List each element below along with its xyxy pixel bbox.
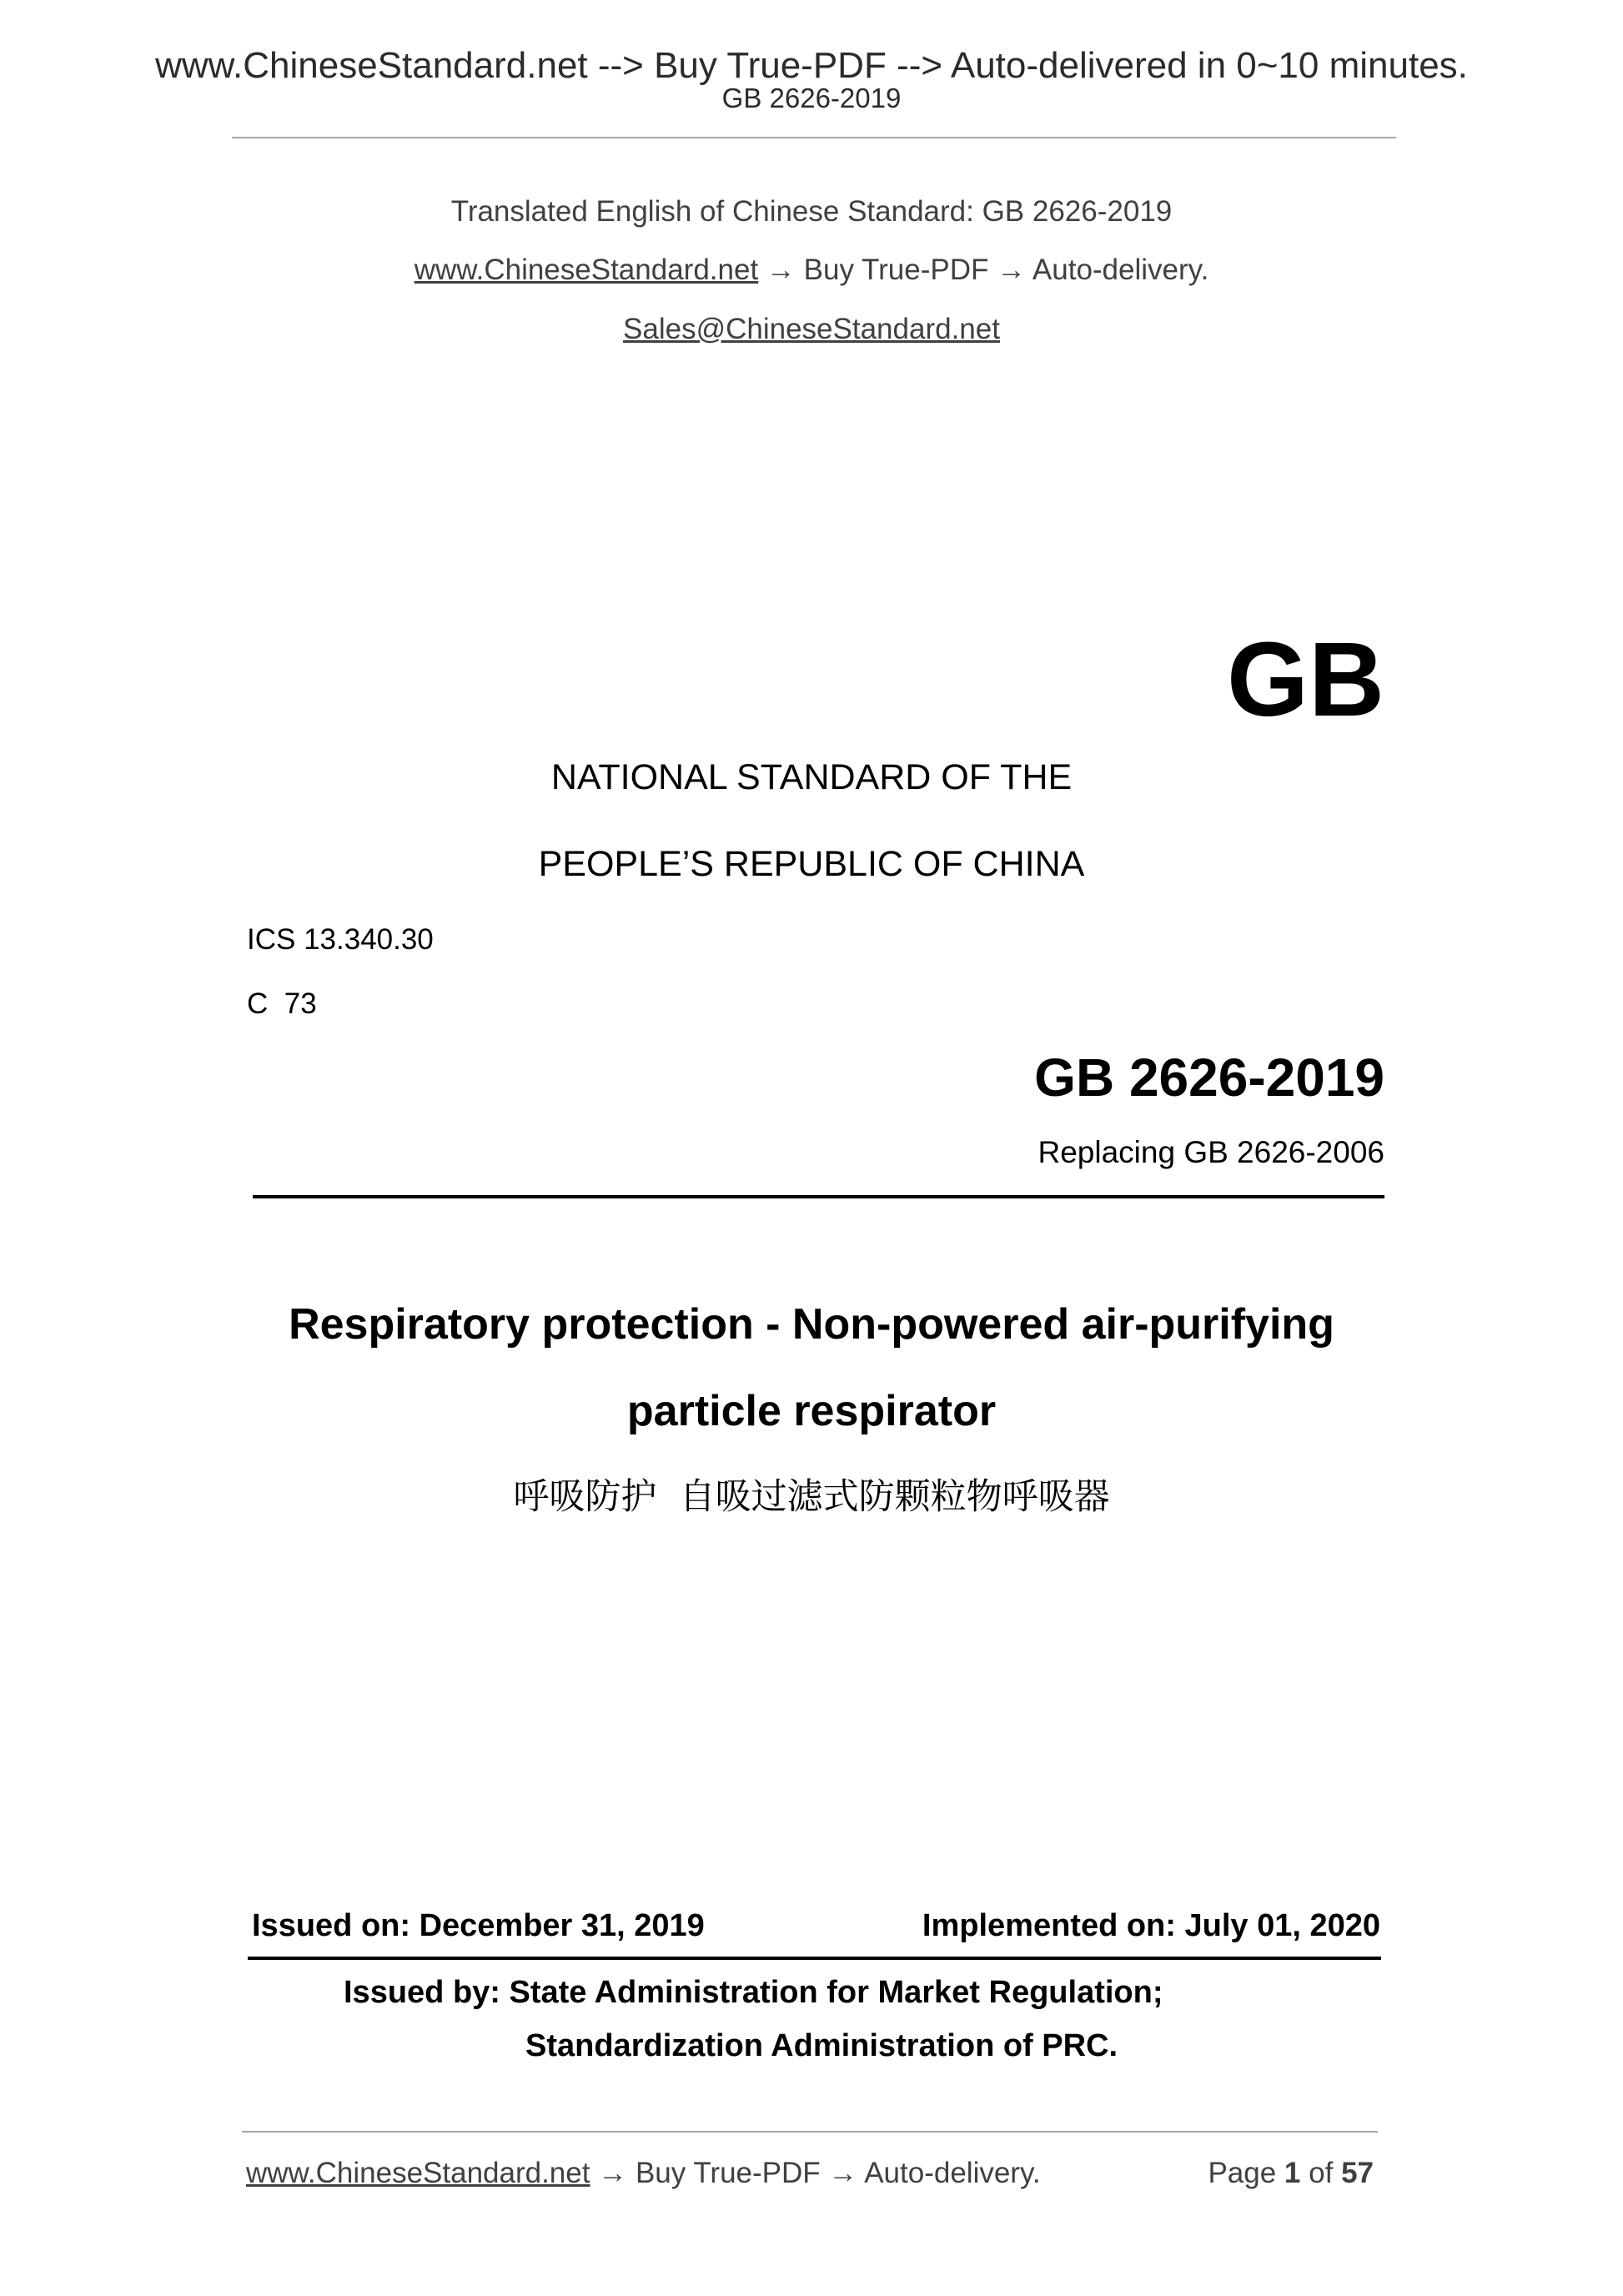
title-chinese: 呼吸防护 自吸过滤式防颗粒物呼吸器 [513, 1476, 1110, 1518]
footer-divider [242, 2131, 1378, 2133]
national-standard-line2: PEOPLE’S REPUBLIC OF CHINA [538, 844, 1085, 884]
intro-links [0, 252, 1623, 289]
top-banner: www.ChineseStandard.net --> Buy True-PDF --> Auto-delivered in 0~10 minutes. [155, 45, 1468, 86]
page-indicator [1208, 2155, 1374, 2192]
title-divider [253, 1195, 1384, 1198]
page-label: Page [1208, 2157, 1277, 2189]
arrow-icon: → [997, 254, 1027, 286]
title-line2: particle respirator [626, 1387, 997, 1435]
national-standard-line1: NATIONAL STANDARD OF THE [550, 757, 1073, 797]
header-standard-code: GB 2626-2019 [721, 83, 902, 113]
replacing-note: Replacing GB 2626-2006 [1038, 1135, 1384, 1169]
footer-buy-text: Buy True-PDF [635, 2157, 821, 2189]
footer-auto-delivery-text: Auto-delivery. [864, 2157, 1041, 2189]
issued-by-line1: Issued by: State Administration for Market Regulation; [344, 1975, 1163, 2010]
header-divider [232, 137, 1396, 138]
footer-site-link[interactable]: www.ChineseStandard.net [246, 2157, 590, 2189]
ics-code: ICS 13.340.30 [247, 923, 434, 956]
auto-delivery-text: Auto-delivery. [1032, 254, 1209, 286]
page-total: 57 [1341, 2157, 1374, 2189]
arrow-icon: → [766, 254, 796, 286]
ccs-code: C 73 [247, 987, 317, 1020]
title-line1: Respiratory protection - Non-powered air-purifying [289, 1300, 1334, 1349]
issued-on-date: Issued on: December 31, 2019 [252, 1908, 705, 1943]
translated-note: Translated English of Chinese Standard: GB 2626-2019 [450, 195, 1173, 228]
gb-mark: GB [1227, 620, 1384, 738]
implemented-on-date: Implemented on: July 01, 2020 [922, 1908, 1380, 1943]
page-current: 1 [1284, 2157, 1301, 2189]
site-link[interactable]: www.ChineseStandard.net [414, 254, 759, 286]
issue-divider [248, 1957, 1381, 1960]
page-of: of [1309, 2157, 1334, 2189]
email-line [0, 311, 1623, 348]
email-link[interactable]: Sales@ChineseStandard.net [623, 313, 1000, 345]
arrow-icon: → [598, 2157, 628, 2189]
buy-text: Buy True-PDF [803, 254, 989, 286]
footer-links [246, 2155, 1041, 2192]
standard-number: GB 2626-2019 [1034, 1048, 1384, 1108]
arrow-icon: → [828, 2157, 858, 2189]
issued-by-line2: Standardization Administration of PRC. [525, 2028, 1118, 2063]
